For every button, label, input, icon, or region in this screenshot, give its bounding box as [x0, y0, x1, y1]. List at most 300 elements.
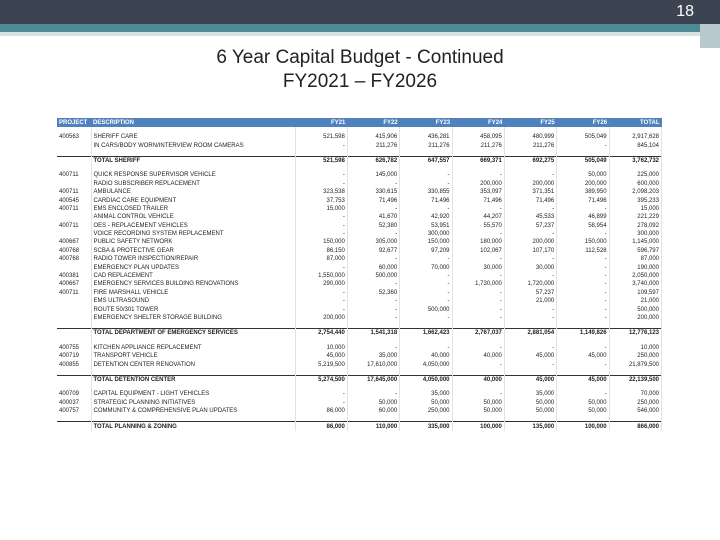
- cell-fy23: 436,281: [400, 133, 452, 141]
- cell-fy21: 15,000: [295, 205, 347, 213]
- cell-fy21: 521,598: [295, 156, 347, 165]
- cell-description: RADIO SUBSCRIBER REPLACEMENT: [91, 180, 295, 188]
- cell-project: [57, 329, 91, 338]
- cell-project: [57, 375, 91, 384]
- cell-project: [57, 314, 91, 322]
- cell-fy24: 200,000: [452, 180, 504, 188]
- cell-fy24: -: [452, 272, 504, 280]
- cell-fy22: 52,380: [347, 222, 399, 230]
- table-header-row: [57, 118, 662, 127]
- cell-fy24: 458,095: [452, 133, 504, 141]
- table-row: [57, 230, 662, 238]
- cell-fy26: -: [557, 141, 609, 149]
- cell-description: OES - REPLACEMENT VEHICLES: [91, 222, 295, 230]
- cell-total: 546,000: [609, 407, 661, 415]
- cell-fy25: 45,533: [504, 213, 556, 221]
- cell-fy22: 41,670: [347, 213, 399, 221]
- cell-fy22: -: [347, 205, 399, 213]
- cell-fy21: -: [295, 289, 347, 297]
- cell-description: CARDIAC CARE EQUIPMENT: [91, 196, 295, 204]
- cell-total: 200,000: [609, 314, 661, 322]
- cell-fy24: -: [452, 230, 504, 238]
- cell-fy24: 30,000: [452, 263, 504, 271]
- cell-total: 845,104: [609, 141, 661, 149]
- cell-project: 400667: [57, 280, 91, 288]
- cell-project: 400711: [57, 205, 91, 213]
- cell-fy26: 50,000: [557, 407, 609, 415]
- table-total-row: [57, 329, 662, 338]
- title-line-2: FY2021 – FY2026: [282, 71, 438, 92]
- cell-fy22: 52,360: [347, 289, 399, 297]
- header-total: TOTAL: [609, 118, 661, 127]
- cell-fy24: -: [452, 255, 504, 263]
- cell-fy21: 86,000: [295, 407, 347, 415]
- cell-description: KITCHEN APPLIANCE REPLACEMENT: [91, 344, 295, 352]
- cell-total: 250,000: [609, 399, 661, 407]
- cell-total: 500,000: [609, 305, 661, 313]
- cell-total: 3,740,000: [609, 280, 661, 288]
- slide-number: 18: [676, 3, 694, 20]
- cell-fy24: 50,000: [452, 399, 504, 407]
- cell-fy22: 92,677: [347, 247, 399, 255]
- cell-fy26: -: [557, 390, 609, 398]
- header-fy24: FY24: [452, 118, 504, 127]
- cell-description: CAD REPLACEMENT: [91, 272, 295, 280]
- cell-fy25: 1,720,000: [504, 280, 556, 288]
- cell-fy24: 50,000: [452, 407, 504, 415]
- cell-fy22: 415,906: [347, 133, 399, 141]
- cell-fy24: 40,000: [452, 375, 504, 384]
- cell-fy24: 669,371: [452, 156, 504, 165]
- table-row: [57, 247, 662, 255]
- cell-fy24: -: [452, 344, 504, 352]
- cell-fy22: 35,000: [347, 352, 399, 360]
- cell-fy25: 30,000: [504, 263, 556, 271]
- cell-fy23: 330,855: [400, 188, 452, 196]
- cell-project: [57, 297, 91, 305]
- cell-total: 12,776,123: [609, 329, 661, 338]
- table-total-row: [57, 422, 662, 431]
- cell-fy21: 290,000: [295, 280, 347, 288]
- cell-description: AMBULANCE: [91, 188, 295, 196]
- cell-total: 15,000: [609, 205, 661, 213]
- budget-table-container: [57, 118, 662, 431]
- cell-fy25: 135,000: [504, 422, 556, 431]
- cell-fy22: 500,000: [347, 272, 399, 280]
- table-row: [57, 352, 662, 360]
- table-row: [57, 133, 662, 141]
- cell-description: RADIO TOWER INSPECTION/REPAIR: [91, 255, 295, 263]
- cell-fy23: 42,920: [400, 213, 452, 221]
- cell-fy22: -: [347, 314, 399, 322]
- header-fy26: FY26: [557, 118, 609, 127]
- cell-fy24: 211,276: [452, 141, 504, 149]
- cell-fy21: 521,598: [295, 133, 347, 141]
- cell-fy24: 102,067: [452, 247, 504, 255]
- table-row: [57, 180, 662, 188]
- cell-description: EMERGENCY SHELTER STORAGE BUILDING: [91, 314, 295, 322]
- table-total-row: [57, 375, 662, 384]
- table-row: [57, 141, 662, 149]
- cell-total: 21,000: [609, 297, 661, 305]
- cell-fy21: -: [295, 305, 347, 313]
- cell-fy24: 71,496: [452, 196, 504, 204]
- cell-fy25: 57,237: [504, 222, 556, 230]
- cell-fy25: -: [504, 305, 556, 313]
- cell-project: 400545: [57, 196, 91, 204]
- cell-fy23: 250,000: [400, 407, 452, 415]
- top-bar: [0, 0, 720, 24]
- cell-fy23: -: [400, 297, 452, 305]
- cell-total: 70,000: [609, 390, 661, 398]
- table-row: [57, 205, 662, 213]
- accent-bar: [0, 24, 720, 32]
- cell-fy24: -: [452, 314, 504, 322]
- table-row: [57, 171, 662, 179]
- cell-fy23: 50,000: [400, 399, 452, 407]
- cell-fy22: 145,000: [347, 171, 399, 179]
- cell-fy23: 1,662,423: [400, 329, 452, 338]
- cell-fy26: -: [557, 344, 609, 352]
- cell-total: 395,233: [609, 196, 661, 204]
- cell-fy25: 71,496: [504, 196, 556, 204]
- cell-fy25: 2,881,054: [504, 329, 556, 338]
- cell-fy24: -: [452, 297, 504, 305]
- cell-total: 596,797: [609, 247, 661, 255]
- table-total-row: [57, 156, 662, 165]
- table-row: [57, 360, 662, 368]
- cell-fy25: 45,000: [504, 352, 556, 360]
- cell-fy22: -: [347, 280, 399, 288]
- cell-fy25: 107,170: [504, 247, 556, 255]
- table-row: [57, 399, 662, 407]
- cell-project: 400381: [57, 272, 91, 280]
- cell-fy25: 45,000: [504, 375, 556, 384]
- cell-total: 2,050,000: [609, 272, 661, 280]
- cell-fy21: -: [295, 263, 347, 271]
- table-row: [57, 407, 662, 415]
- header-fy22: FY22: [347, 118, 399, 127]
- cell-project: 400563: [57, 133, 91, 141]
- cell-fy25: -: [504, 360, 556, 368]
- cell-total: 221,229: [609, 213, 661, 221]
- cell-description: TOTAL PLANNING & ZONING: [91, 422, 295, 431]
- cell-fy25: 57,237: [504, 289, 556, 297]
- cell-fy25: 50,000: [504, 407, 556, 415]
- cell-fy26: 505,049: [557, 156, 609, 165]
- right-accent-block: [700, 24, 720, 48]
- cell-fy22: -: [347, 297, 399, 305]
- table-row: [57, 213, 662, 221]
- cell-fy24: 100,000: [452, 422, 504, 431]
- cell-fy26: 150,000: [557, 238, 609, 246]
- cell-fy26: 1,149,826: [557, 329, 609, 338]
- table-row: [57, 255, 662, 263]
- cell-total: 300,000: [609, 230, 661, 238]
- cell-fy22: -: [347, 230, 399, 238]
- cell-description: SCBA & PROTECTIVE GEAR: [91, 247, 295, 255]
- cell-fy21: -: [295, 171, 347, 179]
- cell-fy23: 71,496: [400, 196, 452, 204]
- cell-fy21: -: [295, 141, 347, 149]
- cell-total: 21,879,500: [609, 360, 661, 368]
- cell-fy21: 150,000: [295, 238, 347, 246]
- cell-fy21: -: [295, 180, 347, 188]
- cell-total: 250,000: [609, 352, 661, 360]
- cell-project: [57, 422, 91, 431]
- budget-table: [57, 118, 662, 431]
- cell-fy26: -: [557, 360, 609, 368]
- table-row: [57, 188, 662, 196]
- cell-fy26: 505,049: [557, 133, 609, 141]
- cell-fy26: -: [557, 297, 609, 305]
- cell-fy22: 50,000: [347, 399, 399, 407]
- cell-fy24: 2,767,037: [452, 329, 504, 338]
- cell-fy22: -: [347, 390, 399, 398]
- table-row: [57, 344, 662, 352]
- cell-fy21: 45,000: [295, 352, 347, 360]
- cell-project: 400037: [57, 399, 91, 407]
- cell-fy23: -: [400, 314, 452, 322]
- table-row: [57, 272, 662, 280]
- cell-project: 400719: [57, 352, 91, 360]
- cell-fy21: 86,000: [295, 422, 347, 431]
- cell-fy21: -: [295, 399, 347, 407]
- cell-fy21: 10,000: [295, 344, 347, 352]
- cell-project: [57, 305, 91, 313]
- cell-fy21: -: [295, 222, 347, 230]
- cell-fy23: 70,000: [400, 263, 452, 271]
- cell-fy23: 53,951: [400, 222, 452, 230]
- cell-total: 278,092: [609, 222, 661, 230]
- cell-fy22: 330,615: [347, 188, 399, 196]
- cell-description: PUBLIC SAFETY NETWORK: [91, 238, 295, 246]
- cell-description: IN CARS/BODY WORN/INTERVIEW ROOM CAMERAS: [91, 141, 295, 149]
- cell-fy26: 71,496: [557, 196, 609, 204]
- cell-description: DETENTION CENTER RENOVATION: [91, 360, 295, 368]
- table-row: [57, 280, 662, 288]
- cell-description: EMS ENCLOSED TRAILER: [91, 205, 295, 213]
- cell-description: QUICK RESPONSE SUPERVISOR VEHICLE: [91, 171, 295, 179]
- cell-fy23: 150,000: [400, 238, 452, 246]
- cell-project: 400711: [57, 222, 91, 230]
- cell-fy22: -: [347, 344, 399, 352]
- cell-fy24: 353,097: [452, 188, 504, 196]
- table-row: [57, 289, 662, 297]
- cell-fy24: -: [452, 305, 504, 313]
- cell-fy25: 200,000: [504, 238, 556, 246]
- cell-fy23: 97,209: [400, 247, 452, 255]
- cell-fy24: 180,000: [452, 238, 504, 246]
- cell-fy22: 626,782: [347, 156, 399, 165]
- cell-project: [57, 263, 91, 271]
- table-row: [57, 222, 662, 230]
- cell-fy26: 389,950: [557, 188, 609, 196]
- cell-fy21: 1,550,000: [295, 272, 347, 280]
- cell-fy21: -: [295, 297, 347, 305]
- cell-project: 400855: [57, 360, 91, 368]
- cell-fy23: -: [400, 344, 452, 352]
- cell-fy21: -: [295, 390, 347, 398]
- cell-fy23: 335,000: [400, 422, 452, 431]
- cell-project: 400768: [57, 247, 91, 255]
- cell-fy24: -: [452, 205, 504, 213]
- cell-project: 400709: [57, 390, 91, 398]
- cell-project: [57, 180, 91, 188]
- cell-fy25: 21,000: [504, 297, 556, 305]
- cell-fy23: -: [400, 289, 452, 297]
- cell-fy23: -: [400, 205, 452, 213]
- cell-fy25: -: [504, 272, 556, 280]
- cell-fy21: 87,000: [295, 255, 347, 263]
- accent-subline: [0, 32, 720, 36]
- cell-fy22: -: [347, 255, 399, 263]
- cell-fy26: 45,000: [557, 375, 609, 384]
- cell-fy23: -: [400, 180, 452, 188]
- cell-fy26: -: [557, 272, 609, 280]
- cell-fy23: 647,557: [400, 156, 452, 165]
- cell-fy26: -: [557, 314, 609, 322]
- cell-fy25: 480,999: [504, 133, 556, 141]
- cell-fy24: 40,000: [452, 352, 504, 360]
- cell-fy21: 5,219,500: [295, 360, 347, 368]
- cell-description: EMERGENCY PLAN UPDATES: [91, 263, 295, 271]
- cell-total: 600,000: [609, 180, 661, 188]
- cell-fy25: -: [504, 344, 556, 352]
- table-row: [57, 305, 662, 313]
- cell-fy23: 500,000: [400, 305, 452, 313]
- cell-fy25: -: [504, 171, 556, 179]
- cell-fy23: -: [400, 272, 452, 280]
- table-row: [57, 238, 662, 246]
- cell-fy22: -: [347, 305, 399, 313]
- cell-fy26: -: [557, 289, 609, 297]
- table-row: [57, 196, 662, 204]
- cell-fy26: -: [557, 305, 609, 313]
- cell-fy24: -: [452, 360, 504, 368]
- cell-fy26: -: [557, 280, 609, 288]
- cell-fy21: 86,150: [295, 247, 347, 255]
- cell-total: 3,762,732: [609, 156, 661, 165]
- cell-project: 400711: [57, 289, 91, 297]
- header-fy21: FY21: [295, 118, 347, 127]
- cell-total: 225,000: [609, 171, 661, 179]
- cell-total: 2,098,203: [609, 188, 661, 196]
- cell-total: 1,145,000: [609, 238, 661, 246]
- cell-description: VOICE RECORDING SYSTEM REPLACEMENT: [91, 230, 295, 238]
- cell-description: ROUTE 50/301 TOWER: [91, 305, 295, 313]
- cell-description: CAPITAL EQUIPMENT - LIGHT VEHICLES: [91, 390, 295, 398]
- cell-fy23: 40,000: [400, 352, 452, 360]
- cell-fy22: 211,276: [347, 141, 399, 149]
- cell-fy22: 305,000: [347, 238, 399, 246]
- cell-project: [57, 141, 91, 149]
- cell-project: 400667: [57, 238, 91, 246]
- cell-fy26: 58,954: [557, 222, 609, 230]
- cell-fy22: 60,000: [347, 263, 399, 271]
- cell-fy22: 71,496: [347, 196, 399, 204]
- table-row: [57, 263, 662, 271]
- cell-fy25: -: [504, 205, 556, 213]
- cell-fy21: 37,753: [295, 196, 347, 204]
- cell-fy23: -: [400, 255, 452, 263]
- cell-project: [57, 156, 91, 165]
- cell-fy26: 100,000: [557, 422, 609, 431]
- cell-description: FIRE MARSHALL VEHICLE: [91, 289, 295, 297]
- cell-fy24: -: [452, 390, 504, 398]
- cell-fy22: 1,541,318: [347, 329, 399, 338]
- cell-description: TOTAL DETENTION CENTER: [91, 375, 295, 384]
- slide-title: [130, 46, 590, 94]
- cell-fy21: -: [295, 230, 347, 238]
- cell-fy24: 1,730,000: [452, 280, 504, 288]
- cell-fy25: 692,275: [504, 156, 556, 165]
- cell-fy23: 4,050,000: [400, 360, 452, 368]
- cell-fy25: -: [504, 255, 556, 263]
- cell-fy22: 60,000: [347, 407, 399, 415]
- cell-fy24: -: [452, 171, 504, 179]
- cell-fy26: -: [557, 263, 609, 271]
- cell-fy25: 50,000: [504, 399, 556, 407]
- table-row: [57, 297, 662, 305]
- cell-fy25: 211,276: [504, 141, 556, 149]
- cell-fy23: -: [400, 280, 452, 288]
- cell-total: 87,000: [609, 255, 661, 263]
- cell-fy25: 371,351: [504, 188, 556, 196]
- cell-description: TOTAL DEPARTMENT OF EMERGENCY SERVICES: [91, 329, 295, 338]
- cell-fy25: 200,000: [504, 180, 556, 188]
- cell-fy21: -: [295, 213, 347, 221]
- cell-total: 2,917,628: [609, 133, 661, 141]
- cell-description: STRATEGIC PLANNING INITIATIVES: [91, 399, 295, 407]
- cell-fy21: 200,000: [295, 314, 347, 322]
- cell-fy23: 211,276: [400, 141, 452, 149]
- header-fy25: FY25: [504, 118, 556, 127]
- cell-fy26: 200,000: [557, 180, 609, 188]
- cell-fy21: 2,754,440: [295, 329, 347, 338]
- cell-fy24: -: [452, 289, 504, 297]
- cell-fy23: 300,000: [400, 230, 452, 238]
- cell-fy26: 50,000: [557, 399, 609, 407]
- cell-fy26: 112,528: [557, 247, 609, 255]
- table-body: [57, 127, 662, 431]
- cell-total: 109,597: [609, 289, 661, 297]
- cell-fy22: 110,000: [347, 422, 399, 431]
- cell-fy23: 4,050,000: [400, 375, 452, 384]
- cell-fy26: -: [557, 205, 609, 213]
- cell-fy23: -: [400, 171, 452, 179]
- cell-fy25: -: [504, 314, 556, 322]
- cell-fy26: 46,899: [557, 213, 609, 221]
- cell-description: SHERIFF CARE: [91, 133, 295, 141]
- cell-project: 400757: [57, 407, 91, 415]
- cell-project: [57, 230, 91, 238]
- cell-fy21: 5,274,500: [295, 375, 347, 384]
- cell-fy21: 323,538: [295, 188, 347, 196]
- cell-fy23: 35,000: [400, 390, 452, 398]
- cell-description: TOTAL SHERIFF: [91, 156, 295, 165]
- title-line-1: 6 Year Capital Budget - Continued: [216, 47, 504, 68]
- cell-description: COMMUNITY & COMPREHENSIVE PLAN UPDATES: [91, 407, 295, 415]
- cell-project: 400768: [57, 255, 91, 263]
- cell-fy22: 17,610,000: [347, 360, 399, 368]
- cell-project: 400711: [57, 171, 91, 179]
- cell-fy25: 35,000: [504, 390, 556, 398]
- cell-fy26: -: [557, 230, 609, 238]
- cell-fy26: -: [557, 255, 609, 263]
- cell-total: 22,139,500: [609, 375, 661, 384]
- cell-description: TRANSPORT VEHICLE: [91, 352, 295, 360]
